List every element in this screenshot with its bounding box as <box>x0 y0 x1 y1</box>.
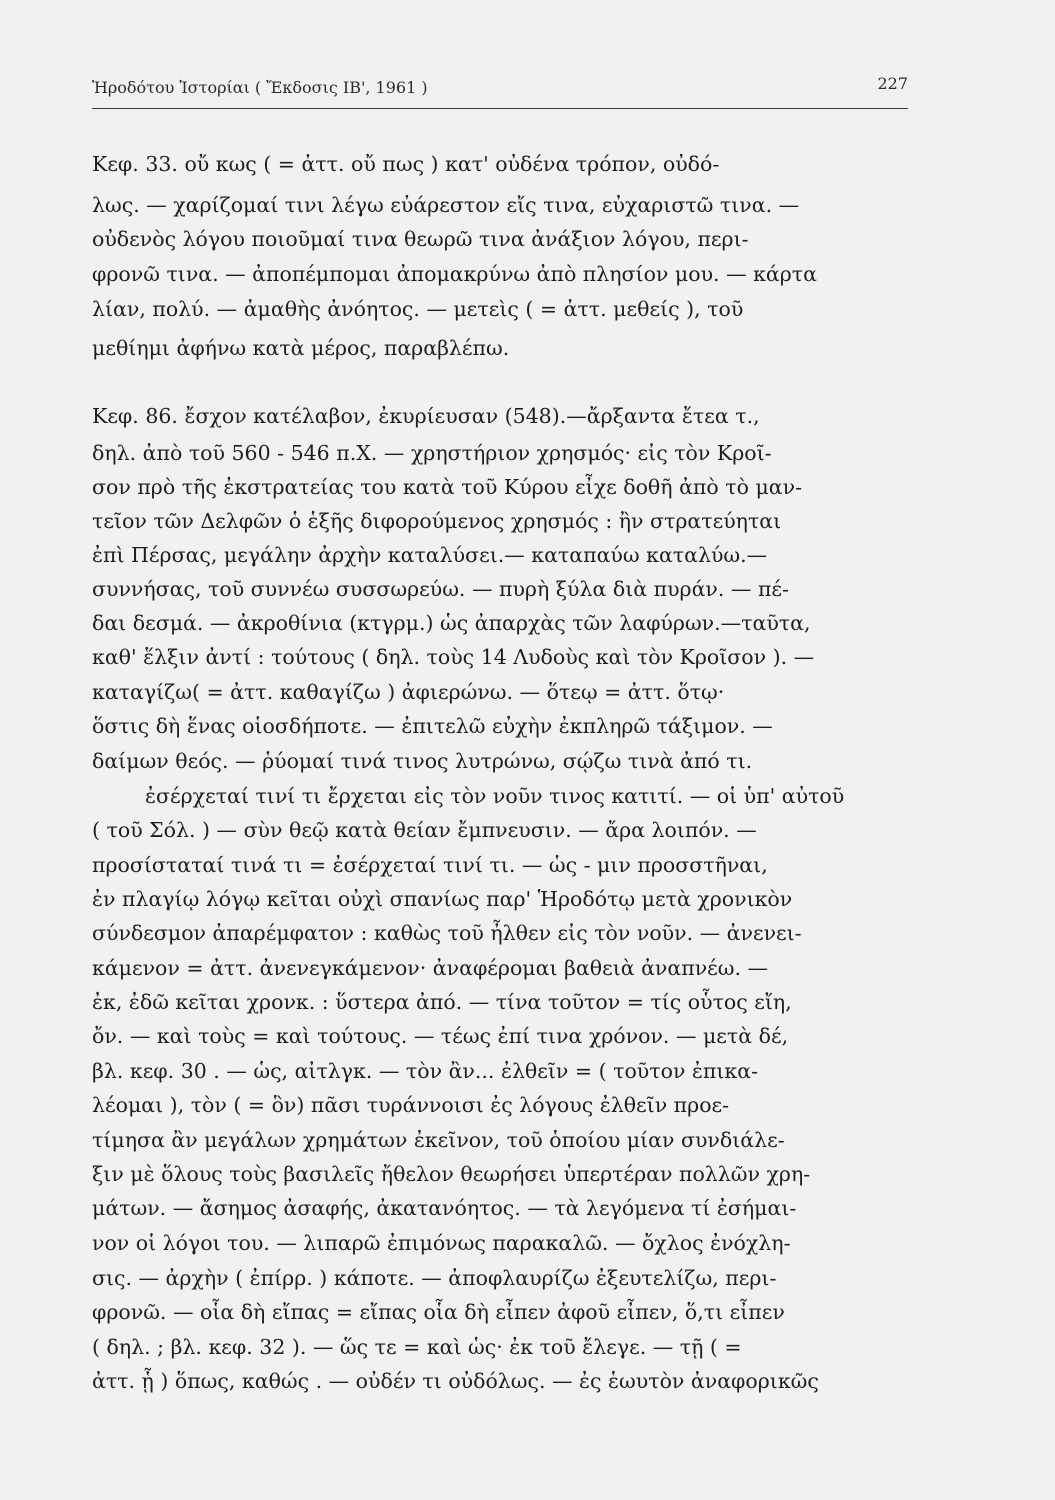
text-line: συννήσας, τοῦ συννέω συσσωρεύω. — πυρὴ ξύλα διὰ πυράν. — πέ- <box>92 577 789 601</box>
text-line: ( δηλ. ; βλ. κεφ. 32 ). — ὥς τε = καὶ ὡς· ἐκ τοῦ ἔλεγε. — τῇ ( = <box>92 1335 742 1359</box>
text-line: ἐκ, ἐδῶ κεῖται χρονκ. : ὕστερα ἀπό. — τίνα τοῦτον = τίς οὗτος εἴη, <box>92 990 792 1014</box>
text-line: σον πρὸ τῆς ἐκστρατείας του κατὰ τοῦ Κύρου εἶχε δοθῆ ἀπὸ τὸ μαν- <box>92 475 803 499</box>
text-line: σύνδεσμον ἀπαρέμφατον : καθὼς τοῦ ἦλθεν εἰς τὸν νοῦν. — ἀνενει- <box>92 921 802 945</box>
text-line: βλ. κεφ. 30 . — ὡς, αἰτλγκ. — τὸν ἂν... ἐλθεῖν = ( τοῦτον ἐπικα- <box>92 1059 759 1083</box>
text-line: λέομαι ), τὸν ( = ὃν) πᾶσι τυράννοισι ἐς λόγους ἐλθεῖν προε- <box>92 1093 730 1117</box>
text-line: ἐν πλαγίῳ λόγῳ κεῖται οὐχὶ σπανίως παρ' Ἡροδότῳ μετὰ χρονικὸν <box>92 887 793 911</box>
text-line: τεῖον τῶν Δελφῶν ὁ ἑξῆς διφορούμενος χρησμός : ἢν στρατεύηται <box>92 509 782 533</box>
text-line: λίαν, πολύ. — ἀμαθὴς ἀνόητος. — μετεὶς ( = ἀττ. μεθείς ), τοῦ <box>92 297 744 321</box>
text-line: φρονῶ τινα. — ἀποπέμπομαι ἀπομακρύνω ἀπὸ πλησίον μου. — κάρτα <box>92 262 817 286</box>
text-line: Κεφ. 86. ἔσχον κατέλαβον, ἐκυρίευσαν (548).—ἄρξαντα ἔτεα τ., <box>92 404 760 428</box>
text-line: μάτων. — ἄσημος ἀσαφής, ἀκατανόητος. — τὰ λεγόμενα τί ἐσήμαι- <box>92 1196 797 1220</box>
header-rule <box>92 108 908 109</box>
text-line: ( τοῦ Σόλ. ) — σὺν θεῷ κατὰ θείαν ἔμπνευσιν. — ἄρα λοιπόν. — <box>92 818 757 842</box>
text-line: μεθίημι ἀφήνω κατὰ μέρος, παραβλέπω. <box>92 336 510 360</box>
text-line: δαίμων θεός. — ῥύομαί τινά τινος λυτρώνω, σῴζω τινὰ ἀπό τι. <box>92 749 753 773</box>
text-line: δαι δεσμά. — ἀκροθίνια (κτγρμ.) ὡς ἀπαρχὰς τῶν λαφύρων.—ταῦτα, <box>92 611 811 635</box>
text-line: καθ' ἕλξιν ἀντί : τούτους ( δηλ. τοὺς 14 Λυδοὺς καὶ τὸν Κροῖσον ). — <box>92 645 815 669</box>
text-line: καταγίζω( = ἀττ. καθαγίζω ) ἀφιερώνω. — ὅτεῳ = ἀττ. ὅτῳ· <box>92 680 725 704</box>
text-line: ἐσέρχεταί τινί τι ἔρχεται εἰς τὸν νοῦν τινος κατιτί. — οἱ ὑπ' αὐτοῦ <box>145 784 845 808</box>
text-line: σις. — ἀρχὴν ( ἐπίρρ. ) κάποτε. — ἀποφλαυρίζω ἐξευτελίζω, περι- <box>92 1266 777 1290</box>
text-line: κάμενον = ἀττ. ἀνενεγκάμενον· ἀναφέρομαι βαθειὰ ἀναπνέω. — <box>92 956 769 980</box>
text-line: φρονῶ. — οἷα δὴ εἴπας = εἴπας οἷα δὴ εἶπεν ἀφοῦ εἶπεν, ὅ,τι εἶπεν <box>92 1300 785 1324</box>
text-line: λως. — χαρίζομαί τινι λέγω εὐάρεστον εἴς τινα, εὐχαριστῶ τινα. — <box>92 193 800 217</box>
text-line: ἀττ. ᾗ ) ὅπως, καθώς . — οὐδέν τι οὐδόλως. — ἐς ἑωυτὸν ἀναφορικῶς <box>92 1369 819 1393</box>
text-line: Κεφ. 33. οὔ κως ( = ἀττ. οὔ πως ) κατ' οὐδένα τρόπον, οὐδό- <box>92 152 720 176</box>
text-line: ξιν μὲ ὅλους τοὺς βασιλεῖς ἤθελον θεωρήσει ὑπερτέραν πολλῶν χρη- <box>92 1162 811 1186</box>
running-title: Ἡροδότου Ἱστορίαι ( Ἔκδοσις ΙΒ', 1961 ) <box>92 78 428 97</box>
text-line: τίμησα ἂν μεγάλων χρημάτων ἐκεῖνον, τοῦ ὁποίου μίαν συνδιάλε- <box>92 1128 785 1152</box>
text-line: οὐδενὸς λόγου ποιοῦμαί τινα θεωρῶ τινα ἀνάξιον λόγου, περι- <box>92 227 749 251</box>
page-number: 227 <box>877 74 908 93</box>
text-line: ἐπὶ Πέρσας, μεγάλην ἀρχὴν καταλύσει.— καταπαύω καταλύω.— <box>92 543 768 567</box>
text-line: δηλ. ἀπὸ τοῦ 560 - 546 π.Χ. — χρηστήριον χρησμός· εἰς τὸν Κροῖ- <box>92 441 772 465</box>
text-line: ὄν. — καὶ τοὺς = καὶ τούτους. — τέως ἐπί τινα χρόνον. — μετὰ δέ, <box>92 1024 789 1048</box>
text-line: προσίσταταί τινά τι = ἐσέρχεταί τινί τι. — ὡς - μιν προσστῆναι, <box>92 853 768 877</box>
text-line: νον οἱ λόγοι του. — λιπαρῶ ἐπιμόνως παρακαλῶ. — ὄχλος ἐνόχλη- <box>92 1231 791 1255</box>
text-line: ὅστις δὴ ἕνας οἱοσδήποτε. — ἐπιτελῶ εὐχὴν ἐκπληρῶ τάξιμον. — <box>92 714 773 738</box>
running-header <box>92 74 908 104</box>
